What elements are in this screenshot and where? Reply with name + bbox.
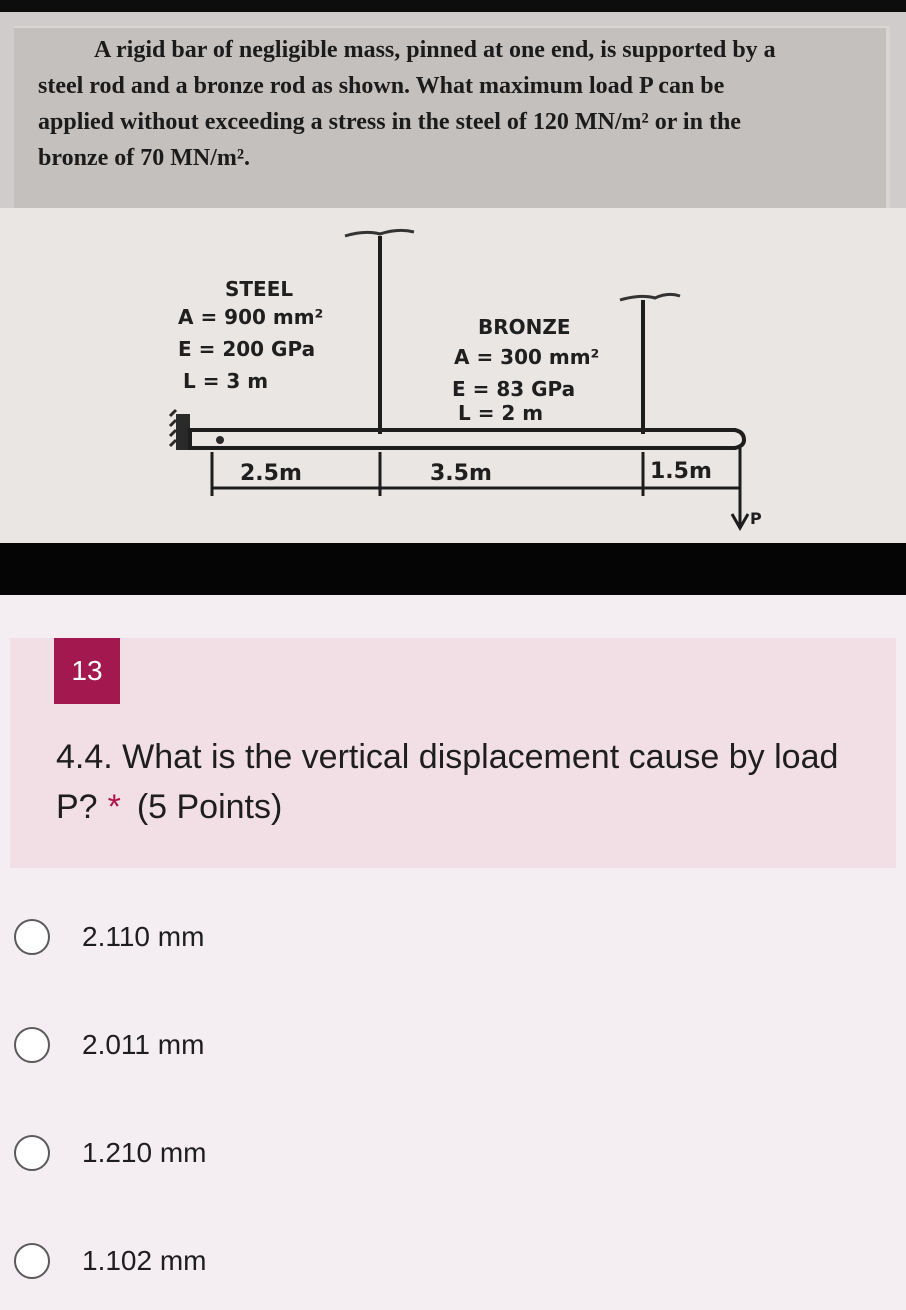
radio-button[interactable] (14, 1027, 50, 1063)
steel-modulus: E = 200 GPa (178, 337, 316, 361)
bronze-modulus: E = 83 GPa (452, 377, 576, 401)
bronze-length: L = 2 m (458, 401, 544, 425)
option-label: 2.011 mm (82, 1029, 205, 1060)
steel-length: L = 3 m (183, 369, 269, 393)
radio-button[interactable] (14, 919, 50, 955)
question-text: 4.4. What is the vertical displacement cause by load P? (56, 738, 839, 826)
steel-ceiling-support (345, 230, 414, 236)
option-2[interactable] (14, 1023, 414, 1067)
span-label-1: 2.5m (240, 461, 302, 486)
steel-title: STEEL (225, 277, 294, 301)
problem-line-2: steel rod and a bronze rod as shown. What maximum load P can be (38, 73, 725, 99)
wall-hatching (170, 410, 176, 446)
steel-area: A = 900 mm² (178, 305, 324, 329)
bronze-title: BRONZE (478, 315, 571, 339)
option-label: 2.110 mm (82, 921, 205, 952)
radio-button[interactable] (14, 1243, 50, 1279)
bronze-area: A = 300 mm² (454, 345, 600, 369)
option-label: 1.102 mm (82, 1245, 207, 1276)
option-4[interactable] (14, 1239, 414, 1283)
option-3[interactable] (14, 1131, 414, 1175)
problem-line-4: bronze of 70 MN/m². (38, 145, 251, 171)
span-label-2: 3.5m (430, 461, 492, 486)
bronze-ceiling-support (620, 294, 680, 300)
option-label: 1.210 mm (82, 1137, 207, 1168)
radio-button[interactable] (14, 1135, 50, 1171)
beam-diagram (0, 196, 906, 536)
pin-joint (216, 436, 224, 444)
problem-line-1: A rigid bar of negligible mass, pinned at one end, is supported by a (94, 37, 776, 63)
span-label-3: 1.5m (650, 459, 712, 484)
required-mark: * (107, 788, 121, 826)
image-bottom-band (0, 543, 906, 595)
rigid-bar (190, 430, 744, 448)
problem-line-3: applied without exceeding a stress in the steel of 120 MN/m² or in the (38, 109, 741, 135)
load-label: P (750, 509, 762, 528)
option-1[interactable] (14, 915, 414, 959)
question-number-badge: 13 (54, 638, 120, 704)
pin-support-wall (176, 414, 190, 450)
top-bar (0, 0, 906, 12)
question-title (56, 732, 886, 832)
question-points: (5 Points) (136, 788, 283, 826)
problem-statement (38, 32, 878, 176)
